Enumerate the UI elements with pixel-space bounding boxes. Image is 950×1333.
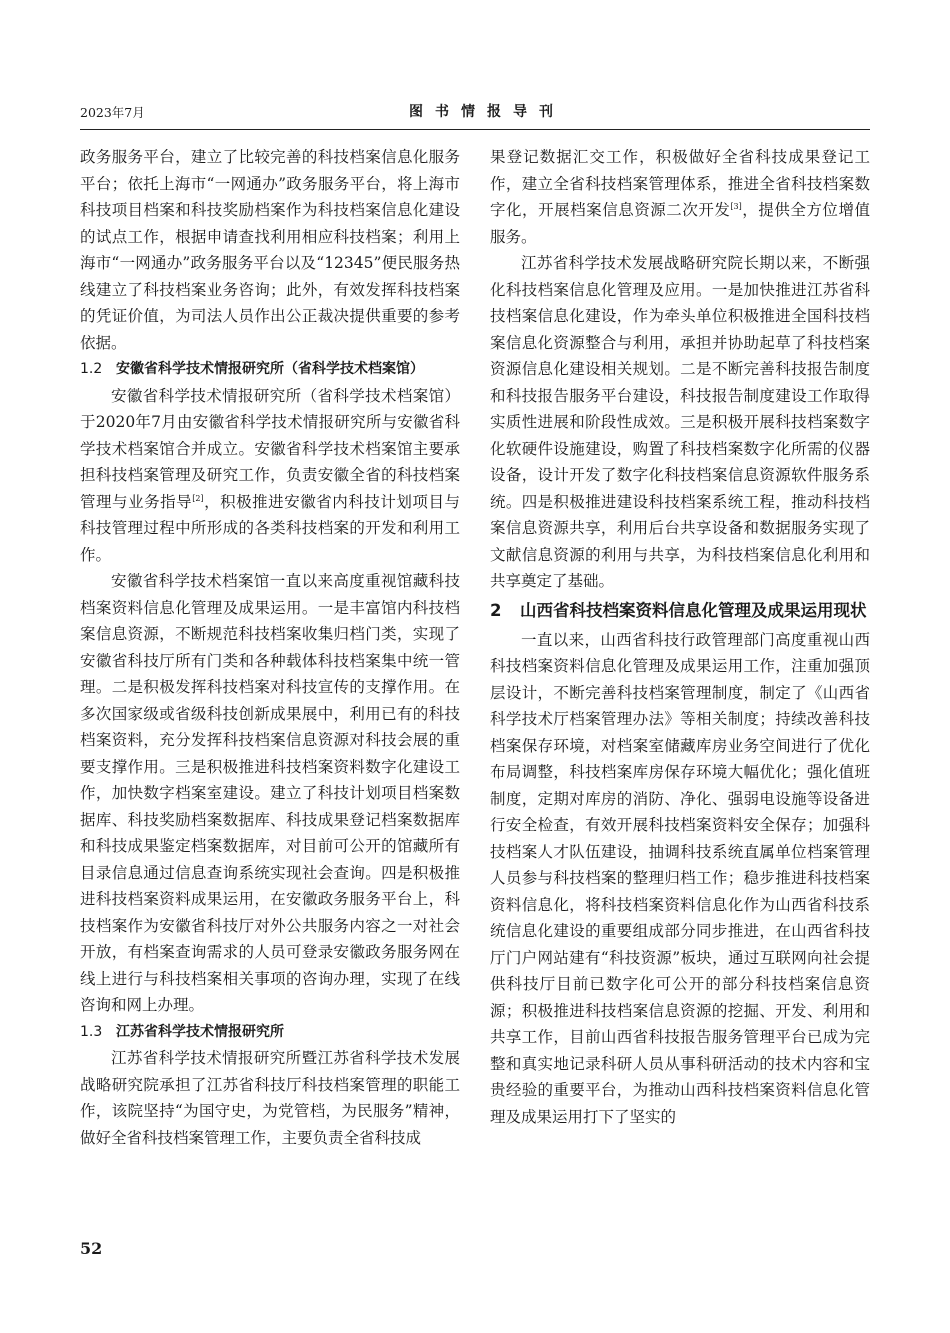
citation-ref: [2] (192, 493, 204, 503)
paragraph-text: 安徽省科学技术情报研究所（省科学技术档案馆）于2020年7月由安徽省科学技术情报研究所与安徽省科学技术档案馆合并成立。安徽省科学技术档案馆主要承担科技档案管理及研究工作，负责安徽全省的科技档案管理与业务指导 (80, 386, 460, 511)
right-column (490, 144, 870, 1130)
section-2-heading (490, 596, 870, 626)
journal-title: 图书情报导刊 (409, 104, 565, 120)
section-1-3-heading (80, 1019, 460, 1046)
paragraph-jiangsu-details: 江苏省科学技术发展战略研究院长期以来，不断强化科技档案信息化管理及应用。一是加快推进江苏省科技档案信息化建设，作为牵头单位积极推进全国科技档案信息化资源整合与利用，承担并协助起草了科技档案资源信息化建设相关规划。二是不断完善科技报告制度和科技报告服务平台建设，科技报告制度建设工作取得实质性进展和阶段性成效。三是积极开展科技档案数字化软硬件设施建设，购置了科技档案数字化所需的仪器设备，设计开发了数字化科技档案信息资源软件服务系统。四是积极推进建设科技档案系统工程，推动科技档案信息资源共享，利用后台共享设备和数据服务实现了文献信息资源的利用与共享，为科技档案信息化利用和共享奠定了基础。 (490, 254, 870, 590)
citation-ref: [3] (730, 202, 742, 211)
section-number: 1.3 (80, 1023, 103, 1040)
paragraph-shanxi: 一直以来，山西省科技行政管理部门高度重视山西科技档案资料信息化管理及成果运用工作，注重加强顶层设计，不断完善科技档案管理制度，制定了《山西省科学技术厅档案管理办法》等相关制度；持续改善科技档案保存环境，对档案室储藏库房业务空间进行了优化布局调整，科技档案库房保存环境大幅优化；强化值班制度，定期对库房的消防、净化、强弱电设施等设备进行安全检查，有效开展科技档案资料安全保存；加强科技档案人才队伍建设，抽调科技系统直属单位档案管理人员参与科技档案的整理归档工作；稳步推进科技档案资料信息化，将科技档案资料信息化作为山西省科技系统信息化建设的重要组成部分同步推进，在山西省科技厅门户网站建有“科技资源”板块，通过互联网向社会提供科技厅目前已数字化可公开的部分科技档案信息资源；积极推进科技档案信息资源的挖掘、开发、利用和共享工作，目前山西省科技报告服务管理平台已成为完整和真实地记录科研人员从事科研活动的技术内容和宝贵经验的重要平台，为推动山西科技档案资料信息化管理及成果运用打下了坚实的 (490, 630, 870, 1126)
paragraph-jiangsu-intro: 江苏省科学技术情报研究所暨江苏省科学技术发展战略研究院承担了江苏省科技厅科技档案管理的职能工作，该院坚持“为国守史，为党管档，为民服务”精神，做好全省科技档案管理工作，主要负责全省科技成 (80, 1049, 460, 1147)
paragraph-anhui-intro (80, 383, 460, 569)
section-title: 江苏省科学技术情报研究所 (116, 1023, 284, 1040)
header-divider (80, 129, 870, 130)
paragraph-shanghai-continued: 政务服务平台，建立了比较完善的科技档案信息化服务平台；依托上海市“一网通办”政务服务平台，将上海市科技项目档案和科技奖励档案作为科技档案信息化建设的试点工作，根据申请查找利用相应科技档案；利用上海市“一网通办”政务服务平台以及“12345”便民服务热线建立了科技档案业务咨询；此外，有效发挥科技档案的凭证价值，为司法人员作出公正裁决提供重要的参考依据。 (80, 148, 460, 352)
page-number: 52 (80, 1239, 103, 1258)
section-number: 2 (490, 600, 502, 620)
paragraph-anhui-details: 安徽省科学技术档案馆一直以来高度重视馆藏科技档案资料信息化管理及成果运用。一是丰富馆内科技档案信息资源，不断规范科技档案收集归档门类，实现了安徽省科技厅所有门类和各种载体科技档案集中统一管理。二是积极发挥科技档案对科技宣传的支撑作用。在多次国家级或省级科技创新成果展中，利用已有的科技档案资料，充分发挥科技档案信息资源对科技会展的重要支撑作用。三是积极推进科技档案资料数字化建设工作，加快数字档案室建设。建立了科技计划项目档案数据库、科技奖励档案数据库、科技成果登记档案数据库和科技成果鉴定档案数据库，对目前可公开的馆藏所有目录信息通过信息查询系统实现社会查询。四是积极推进科技档案资料成果运用，在安徽政务服务平台上，科技档案作为安徽省科技厅对外公共服务内容之一对社会开放，有档案查询需求的人员可登录安徽政务服务网在线上进行与科技档案相关事项的咨询办理，实现了在线咨询和网上办理。 (80, 572, 460, 1014)
section-title: 山西省科技档案资料信息化管理及成果运用现状 (520, 600, 867, 620)
section-title: 安徽省科学技术情报研究所（省科学技术档案馆） (116, 361, 424, 377)
left-column (80, 144, 460, 1151)
section-number: 1.2 (80, 361, 103, 377)
paragraph-jiangsu-continued (490, 144, 870, 250)
paragraph-text: ，提供全方位增值服务。 (490, 201, 870, 246)
section-1-2-heading (80, 356, 460, 383)
paragraph-text: 果登记数据汇交工作，积极做好全省科技成果登记工作，建立全省科技档案管理体系，推进全省科技档案数字化，开展档案信息资源二次开发 (490, 148, 870, 219)
header-date: 2023年7月 (80, 105, 145, 120)
paragraph-text: ，积极推进安徽省内科技计划项目与科技管理过程中所形成的各类科技档案的开发和利用工作。 (80, 492, 460, 564)
